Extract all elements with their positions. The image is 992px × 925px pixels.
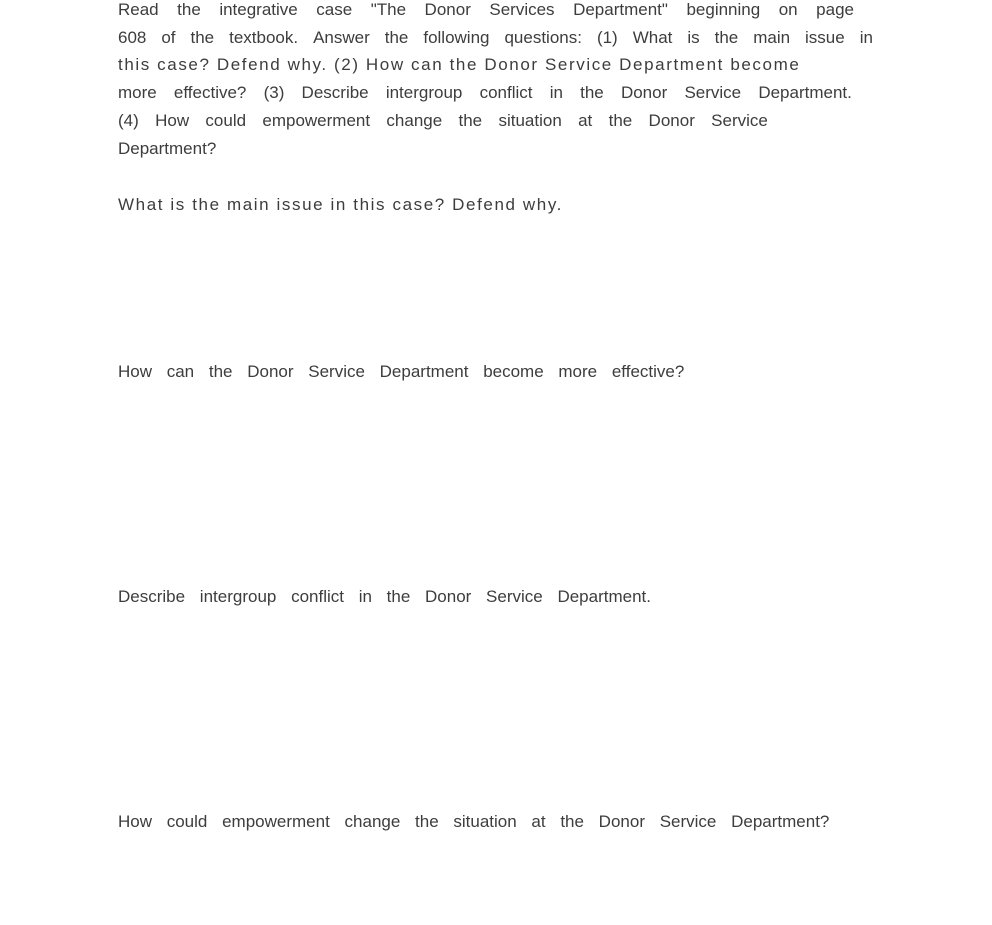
word: the: [714, 28, 739, 47]
instructions-line-1: [118, 0, 854, 20]
word: more: [118, 83, 157, 102]
word: could: [205, 111, 247, 130]
word: on: [778, 0, 798, 19]
word: Donor: [648, 111, 695, 130]
word: in: [859, 28, 873, 47]
question-4-heading: How could empowerment change the situation at the Donor Service Department?: [118, 812, 830, 831]
word: Describe: [301, 83, 369, 102]
word: Read: [118, 0, 159, 19]
word: What: [632, 28, 673, 47]
question-2-heading: How can the Donor Service Department become more effective?: [118, 362, 685, 381]
word: page: [816, 0, 854, 19]
word: intergroup: [385, 83, 463, 102]
word: change: [386, 111, 443, 130]
word: the: [580, 83, 604, 102]
word: (4): [118, 111, 139, 130]
instructions-line-4: [118, 83, 852, 103]
word: questions:: [504, 28, 582, 47]
word: main: [753, 28, 791, 47]
instructions-line-5: [118, 111, 768, 131]
word: Department.: [758, 83, 852, 102]
word: Service: [684, 83, 742, 102]
word: Donor: [620, 83, 668, 102]
instructions-line-3: this case? Defend why. (2) How can the Donor Service Department become: [118, 55, 801, 74]
word: the: [458, 111, 483, 130]
word: issue: [805, 28, 845, 47]
word: the: [608, 111, 633, 130]
word: integrative: [219, 0, 298, 19]
word: Department": [573, 0, 668, 19]
word: Service: [711, 111, 768, 130]
word: the: [177, 0, 201, 19]
word: conflict: [479, 83, 533, 102]
word: in: [549, 83, 563, 102]
word: is: [687, 28, 700, 47]
word: Services: [489, 0, 555, 19]
word: Answer: [313, 28, 370, 47]
word: (3): [263, 83, 285, 102]
word: at: [578, 111, 593, 130]
word: textbook.: [229, 28, 299, 47]
word: How: [155, 111, 190, 130]
word: (1): [596, 28, 618, 47]
question-3-heading: Describe intergroup conflict in the Donor Service Department.: [118, 587, 651, 606]
word: following: [423, 28, 490, 47]
word: beginning: [686, 0, 761, 19]
word: empowerment: [262, 111, 371, 130]
word: the: [384, 28, 409, 47]
word: "The: [370, 0, 407, 19]
instructions-line-6: Department?: [118, 139, 217, 158]
word: case: [316, 0, 353, 19]
word: 608: [118, 28, 147, 47]
word: situation: [498, 111, 562, 130]
word: effective?: [173, 83, 247, 102]
word: of: [161, 28, 176, 47]
word: the: [190, 28, 215, 47]
instructions-line-2: [118, 28, 873, 48]
question-1-heading: What is the main issue in this case? Defend why.: [118, 195, 563, 214]
word: Donor: [424, 0, 471, 19]
